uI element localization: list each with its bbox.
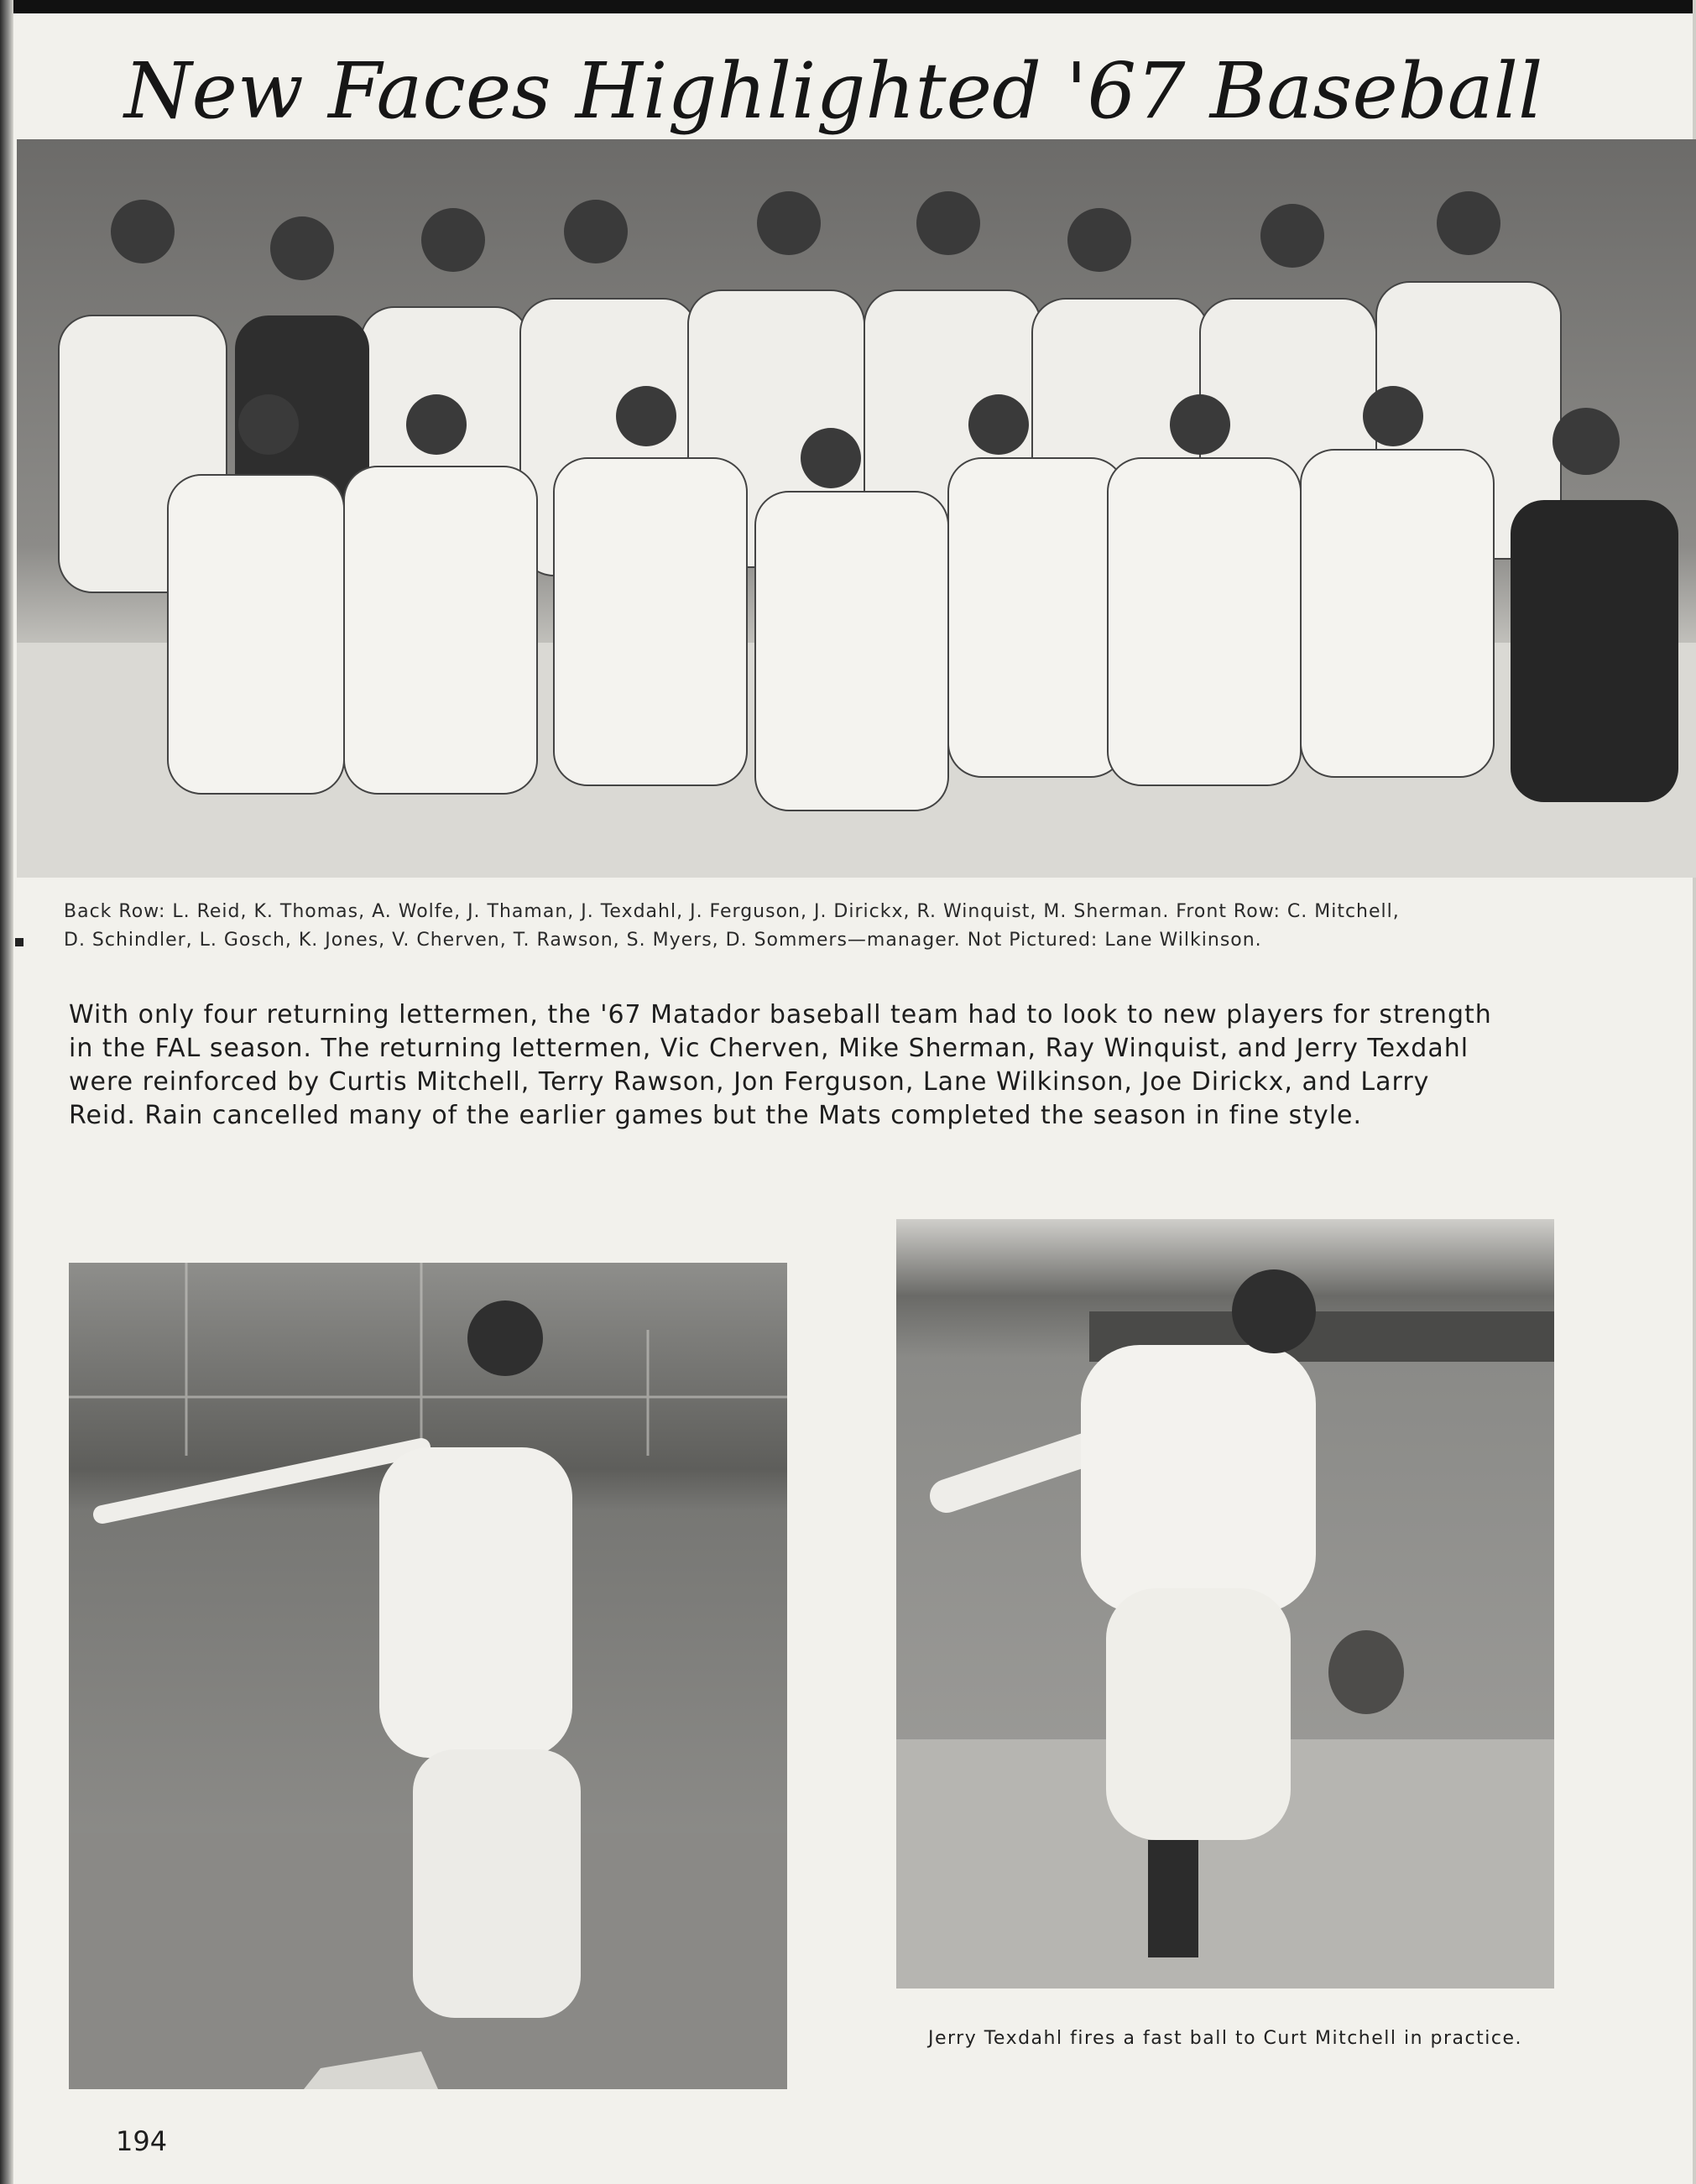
team-photo [17,139,1696,878]
article-line: were reinforced by Curtis Mitchell, Terry Rawson, Jon Ferguson, Lane Wilkinson, Joe Dirickx, and Larry [69,1067,1430,1097]
caption-line: Back Row: L. Reid, K. Thomas, A. Wolfe, J. Thaman, J. Texdahl, J. Ferguson, J. Dirickx, R. Winquist, M. Sherman. Front Row: C. Mitchell, [64,901,1400,922]
article-text [69,998,1558,1133]
page-title: New Faces Highlighted '67 Baseball [124,46,1543,136]
pitcher-photo-caption: Jerry Texdahl fires a fast ball to Curt Mitchell in practice. [927,2028,1522,2049]
page-binding-edge [0,0,13,2184]
caption-line: D. Schindler, L. Gosch, K. Jones, V. Cherven, T. Rawson, S. Myers, D. Sommers—manager. Not Pictured: Lane Wilkinson. [64,930,1262,951]
article-line: in the FAL season. The returning lettermen, Vic Cherven, Mike Sherman, Ray Winquist, and Jerry Texdahl [69,1034,1469,1063]
team-photo-caption [64,898,1608,955]
article-line: With only four returning lettermen, the '67 Matador baseball team had to look to new players for strength [69,1000,1492,1029]
margin-bullet [15,938,23,946]
pitcher-photo [896,1219,1554,1989]
page-number: 194 [116,2125,168,2157]
batter-photo [69,1263,787,2089]
scan-top-edge [0,0,1696,13]
article-line: Reid. Rain cancelled many of the earlier games but the Mats completed the season in fine style. [69,1101,1363,1130]
